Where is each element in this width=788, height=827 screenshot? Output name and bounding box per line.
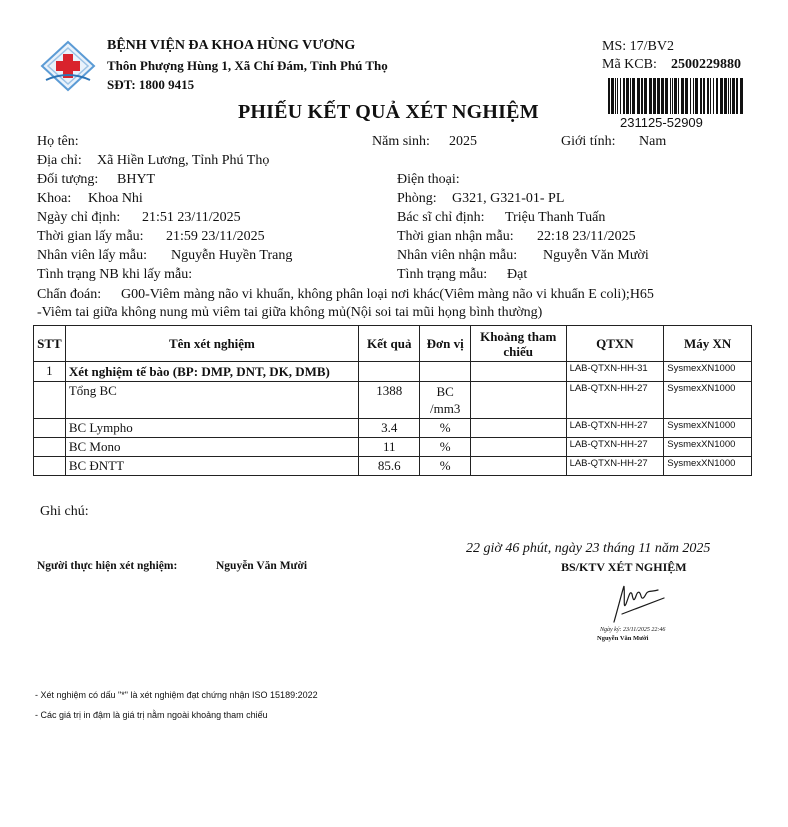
barcode-bar [678, 78, 679, 114]
sampler-label: Nhân viên lấy mẫu: [37, 248, 148, 263]
performer-label: Người thực hiện xét nghiệm: [37, 560, 178, 572]
test-name: BC Mono [65, 438, 358, 457]
address-value: Xã Hiền Lương, Tỉnh Phú Thọ [97, 153, 270, 168]
barcode-bar [713, 78, 714, 114]
test-name: BC ĐNTT [65, 457, 358, 476]
sample-state-value: Đạt [507, 267, 528, 282]
group-unit [420, 362, 470, 382]
test-qtxn: LAB-QTXN-HH-27 [566, 419, 664, 438]
barcode-bar [670, 78, 671, 114]
header-test-name: Tên xét nghiệm [65, 326, 358, 362]
barcode-bar [653, 78, 656, 114]
test-unit: % [420, 419, 470, 438]
barcode-bar [681, 78, 684, 114]
page-title: PHIẾU KẾT QUẢ XÉT NGHIỆM [238, 101, 539, 123]
kcb-label: Mã KCB: [602, 57, 657, 72]
table-row [34, 438, 752, 457]
signature-name: Nguyễn Văn Mười [597, 635, 649, 642]
group-result [359, 362, 420, 382]
patient-state-label: Tình trạng NB khi lấy mẫu: [37, 267, 193, 282]
report-datetime: 22 giờ 46 phút, ngày 23 tháng 11 năm 2025 [466, 541, 711, 556]
name-label: Họ tên: [37, 134, 79, 149]
barcode-bar [736, 78, 738, 114]
room-label: Phòng: [397, 191, 437, 206]
group-reference [470, 362, 566, 382]
test-unit-line1: BC [436, 384, 454, 399]
test-name: BC Lympho [65, 419, 358, 438]
header-result: Kết quả [359, 326, 420, 362]
doctor-value: Triệu Thanh Tuấn [505, 210, 606, 225]
diagnosis-label: Chẩn đoán: [37, 287, 102, 302]
receive-time-label: Thời gian nhận mẫu: [397, 229, 514, 244]
test-unit [420, 382, 470, 419]
object-value: BHYT [117, 172, 156, 187]
barcode-bar [617, 78, 618, 114]
receiver-value: Nguyễn Văn Mười [543, 248, 649, 263]
group-qtxn: LAB-QTXN-HH-31 [566, 362, 664, 382]
diagnosis-line2: -Viêm tai giữa không nung mủ viêm tai giữa không mủ(Nội soi tai mũi họng bình thường) [37, 305, 543, 320]
barcode-text: 231125-52909 [620, 115, 703, 130]
group-name: Xét nghiệm tế bào (BP: DMP, DNT, DK, DMB) [65, 362, 358, 382]
test-result: 1388 [359, 382, 420, 419]
barcode-bar [724, 78, 727, 114]
sample-time-value: 21:59 23/11/2025 [166, 229, 265, 244]
test-machine: SysmexXN1000 [664, 457, 752, 476]
barcode-bar [693, 78, 694, 114]
test-result: 11 [359, 438, 420, 457]
barcode-bar [632, 78, 635, 114]
barcode-bar [661, 78, 664, 114]
barcode-bar [611, 78, 614, 114]
hospital-address: Thôn Phượng Hùng 1, Xã Chí Đám, Tỉnh Phú Thọ [107, 58, 388, 73]
test-result: 85.6 [359, 457, 420, 476]
barcode-bar [695, 78, 698, 114]
test-qtxn: LAB-QTXN-HH-27 [566, 457, 664, 476]
header-stt: STT [34, 326, 66, 362]
phone-label: Điện thoại: [397, 172, 460, 187]
test-unit: % [420, 457, 470, 476]
signature-date: Ngày ký: 23/11/2025 22:46 [600, 627, 666, 633]
barcode-bar [710, 78, 711, 114]
barcode-bar [703, 78, 705, 114]
barcode-bar [608, 78, 610, 114]
test-qtxn: LAB-QTXN-HH-27 [566, 382, 664, 419]
sampler-value: Nguyễn Huyền Trang [171, 248, 293, 263]
signature-icon [608, 578, 668, 626]
hospital-name: BỆNH VIỆN ĐA KHOA HÙNG VƯƠNG [107, 38, 356, 53]
barcode-bar [637, 78, 640, 114]
birth-value: 2025 [449, 134, 477, 149]
test-unit-line2: /mm3 [429, 401, 461, 416]
form-code: MS: 17/BV2 [602, 39, 674, 54]
performer-name: Nguyễn Văn Mười [216, 560, 308, 572]
test-reference [470, 457, 566, 476]
hospital-phone: SĐT: 1800 9415 [107, 77, 195, 92]
dept-value: Khoa Nhi [88, 191, 143, 206]
header-reference-line1: Khoảng tham [480, 328, 557, 344]
receive-time-value: 22:18 23/11/2025 [537, 229, 636, 244]
group-machine: SysmexXN1000 [664, 362, 752, 382]
barcode-bar [620, 78, 621, 114]
table-group-row [34, 362, 752, 382]
diagnosis-line1: G00-Viêm màng não vi khuẩn, không phân loại nơi khác(Viêm màng não vi khuẩn E coli);H65 [121, 287, 654, 302]
table-header-row [34, 326, 752, 362]
barcode-bar [700, 78, 702, 114]
barcode-bar [690, 78, 691, 114]
signer-title: BS/KTV XÉT NGHIỆM [561, 560, 687, 574]
footnote-iso: - Xét nghiệm có dấu "*" là xét nghiệm đạt chứng nhận ISO 15189:2022 [35, 690, 318, 700]
barcode-bar [728, 78, 729, 114]
barcode-bar [740, 78, 743, 114]
barcode-bar [657, 78, 660, 114]
receiver-label: Nhân viên nhận mẫu: [397, 248, 518, 263]
barcode-bar [641, 78, 643, 114]
object-label: Đối tượng: [37, 172, 99, 187]
gender-value: Nam [639, 134, 667, 149]
barcode [608, 78, 743, 114]
table-row [34, 419, 752, 438]
barcode-bar [672, 78, 673, 114]
barcode-bar [630, 78, 631, 114]
test-reference [470, 438, 566, 457]
room-value: G321, G321-01- PL [452, 191, 565, 206]
test-reference [470, 419, 566, 438]
header-reference [470, 326, 566, 362]
test-machine: SysmexXN1000 [664, 419, 752, 438]
barcode-bar [720, 78, 723, 114]
red-cross-logo-icon [40, 40, 96, 92]
note-label: Ghi chú: [40, 504, 89, 519]
header-machine: Máy XN [664, 326, 752, 362]
test-unit: % [420, 438, 470, 457]
barcode-bar [707, 78, 709, 114]
barcode-bar [623, 78, 625, 114]
table-row [34, 382, 752, 419]
doctor-label: Bác sĩ chỉ định: [397, 210, 485, 225]
test-machine: SysmexXN1000 [664, 382, 752, 419]
header-unit: Đơn vị [420, 326, 470, 362]
barcode-bar [730, 78, 731, 114]
gender-label: Giới tính: [561, 134, 616, 149]
test-name: Tổng BC [65, 382, 358, 419]
kcb-value: 2500229880 [671, 57, 741, 72]
barcode-bar [649, 78, 652, 114]
test-qtxn: LAB-QTXN-HH-27 [566, 438, 664, 457]
barcode-bar [716, 78, 718, 114]
sample-time-label: Thời gian lấy mẫu: [37, 229, 144, 244]
barcode-bar [665, 78, 668, 114]
test-reference [470, 382, 566, 419]
address-label: Địa chỉ: [37, 153, 82, 168]
header-qtxn: QTXN [566, 326, 664, 362]
group-stt: 1 [34, 362, 66, 382]
table-row [34, 457, 752, 476]
header-reference-line2: chiếu [503, 343, 534, 359]
footnote-bold: - Các giá trị in đậm là giá trị nằm ngoài khoảng tham chiếu [35, 710, 268, 720]
barcode-bar [685, 78, 688, 114]
birth-label: Năm sinh: [372, 134, 430, 149]
barcode-bar [732, 78, 735, 114]
sample-state-label: Tình trạng mẫu: [397, 267, 488, 282]
test-result: 3.4 [359, 419, 420, 438]
dept-label: Khoa: [37, 191, 72, 206]
barcode-bar [615, 78, 616, 114]
barcode-bar [644, 78, 647, 114]
results-table [33, 325, 752, 476]
order-date-label: Ngày chỉ định: [37, 210, 121, 225]
order-date-value: 21:51 23/11/2025 [142, 210, 241, 225]
barcode-bar [674, 78, 677, 114]
barcode-bar [626, 78, 629, 114]
test-machine: SysmexXN1000 [664, 438, 752, 457]
